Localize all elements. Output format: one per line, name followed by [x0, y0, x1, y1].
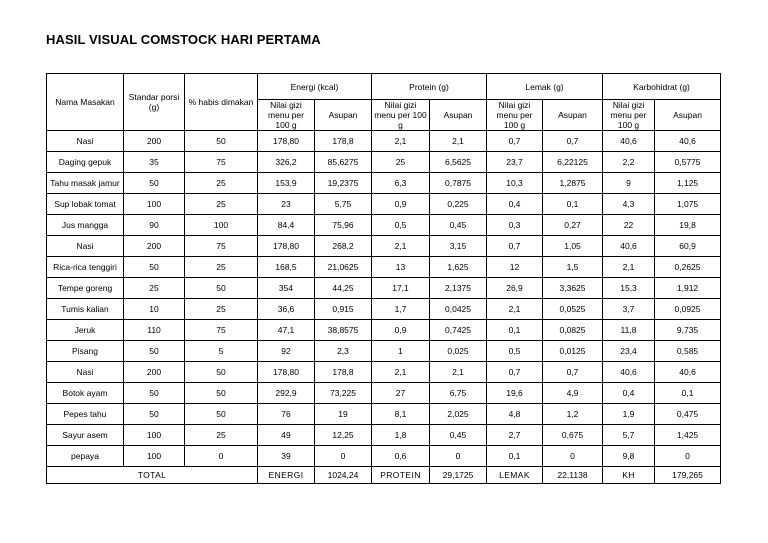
cell-energi-asupan: 2,3: [315, 341, 372, 362]
cell-protein-nilai: 0,9: [372, 320, 430, 341]
cell-karbo-asupan: 1,912: [655, 278, 721, 299]
cell-karbo-asupan: 9,735: [655, 320, 721, 341]
cell-lemak-asupan: 6,22125: [543, 152, 603, 173]
cell-standar: 100: [124, 194, 185, 215]
cell-protein-asupan: 2,025: [430, 404, 487, 425]
cell-nama: Jus mangga: [47, 215, 124, 236]
cell-standar: 200: [124, 131, 185, 152]
cell-energi-nilai: 178,80: [258, 131, 315, 152]
cell-energi-asupan: 5,75: [315, 194, 372, 215]
cell-energi-nilai: 178,80: [258, 236, 315, 257]
cell-protein-asupan: 6,75: [430, 383, 487, 404]
cell-protein-asupan: 0,7875: [430, 173, 487, 194]
cell-protein-nilai: 0,5: [372, 215, 430, 236]
table-row: [47, 194, 721, 215]
subcol-energi-nilai: Nilai gizi menu per 100 g: [258, 100, 315, 131]
cell-energi-asupan: 38,8575: [315, 320, 372, 341]
cell-lemak-nilai: 26,9: [487, 278, 543, 299]
cell-protein-asupan: 2,1375: [430, 278, 487, 299]
table-row: [47, 257, 721, 278]
cell-habis: 25: [185, 425, 258, 446]
cell-protein-asupan: 2,1: [430, 362, 487, 383]
col-habis-dimakan: % habis dimakan: [185, 74, 258, 131]
cell-karbo-nilai: 11,8: [603, 320, 655, 341]
cell-lemak-asupan: 1,2: [543, 404, 603, 425]
table-row: [47, 425, 721, 446]
cell-karbo-nilai: 1,9: [603, 404, 655, 425]
cell-nama: Jeruk: [47, 320, 124, 341]
cell-lemak-nilai: 2,7: [487, 425, 543, 446]
table-row: [47, 404, 721, 425]
cell-energi-nilai: 84,4: [258, 215, 315, 236]
cell-karbo-nilai: 0,4: [603, 383, 655, 404]
cell-karbo-asupan: 0,1: [655, 383, 721, 404]
cell-energi-asupan: 85,6275: [315, 152, 372, 173]
cell-energi-nilai: 47,1: [258, 320, 315, 341]
cell-lemak-nilai: 0,7: [487, 131, 543, 152]
cell-nama: Nasi: [47, 131, 124, 152]
cell-habis: 50: [185, 278, 258, 299]
cell-lemak-asupan: 0,7: [543, 131, 603, 152]
cell-energi-asupan: 44,25: [315, 278, 372, 299]
table-row: [47, 215, 721, 236]
table-row: [47, 278, 721, 299]
cell-energi-nilai: 76: [258, 404, 315, 425]
cell-energi-nilai: 178,80: [258, 362, 315, 383]
cell-karbo-asupan: 40,6: [655, 131, 721, 152]
cell-lemak-asupan: 4,9: [543, 383, 603, 404]
cell-lemak-asupan: 0,1: [543, 194, 603, 215]
cell-protein-nilai: 6,3: [372, 173, 430, 194]
cell-lemak-asupan: 1,05: [543, 236, 603, 257]
cell-habis: 0: [185, 446, 258, 467]
cell-habis: 5: [185, 341, 258, 362]
cell-nama: Sayur asem: [47, 425, 124, 446]
cell-nama: Tahu masak jamur: [47, 173, 124, 194]
cell-habis: 50: [185, 404, 258, 425]
cell-habis: 25: [185, 194, 258, 215]
cell-protein-asupan: 2,1: [430, 131, 487, 152]
col-lemak: Lemak (g): [487, 74, 603, 100]
total-kh-label: KH: [603, 467, 655, 484]
cell-protein-nilai: 0,6: [372, 446, 430, 467]
cell-karbo-asupan: 0,475: [655, 404, 721, 425]
cell-protein-nilai: 25: [372, 152, 430, 173]
total-protein-value: 29,1725: [430, 467, 487, 484]
cell-lemak-nilai: 2,1: [487, 299, 543, 320]
cell-lemak-nilai: 23,7: [487, 152, 543, 173]
cell-karbo-nilai: 15,3: [603, 278, 655, 299]
cell-karbo-nilai: 23,4: [603, 341, 655, 362]
cell-lemak-asupan: 0,0825: [543, 320, 603, 341]
table-row: [47, 383, 721, 404]
cell-lemak-asupan: 1,2875: [543, 173, 603, 194]
cell-karbo-asupan: 60,9: [655, 236, 721, 257]
cell-lemak-nilai: 0,7: [487, 362, 543, 383]
cell-energi-asupan: 19,2375: [315, 173, 372, 194]
cell-lemak-nilai: 0,4: [487, 194, 543, 215]
table-row: [47, 173, 721, 194]
subcol-protein-asupan: Asupan: [430, 100, 487, 131]
cell-energi-asupan: 21,0625: [315, 257, 372, 278]
cell-protein-asupan: 0,0425: [430, 299, 487, 320]
cell-lemak-nilai: 0,1: [487, 320, 543, 341]
cell-standar: 50: [124, 173, 185, 194]
cell-lemak-asupan: 0,7: [543, 362, 603, 383]
total-label: TOTAL: [47, 467, 258, 484]
cell-protein-asupan: 1,625: [430, 257, 487, 278]
table-row: [47, 362, 721, 383]
cell-habis: 75: [185, 320, 258, 341]
cell-lemak-asupan: 0,0525: [543, 299, 603, 320]
cell-karbo-nilai: 9: [603, 173, 655, 194]
cell-habis: 50: [185, 131, 258, 152]
cell-nama: Nasi: [47, 236, 124, 257]
cell-protein-nilai: 1,7: [372, 299, 430, 320]
cell-standar: 50: [124, 341, 185, 362]
total-protein-label: PROTEIN: [372, 467, 430, 484]
cell-karbo-asupan: 0,2625: [655, 257, 721, 278]
subcol-lemak-nilai: Nilai gizi menu per 100 g: [487, 100, 543, 131]
total-kh-value: 179,265: [655, 467, 721, 484]
cell-nama: Pisang: [47, 341, 124, 362]
cell-energi-asupan: 12,25: [315, 425, 372, 446]
table-header: [47, 74, 721, 131]
cell-habis: 50: [185, 383, 258, 404]
cell-lemak-asupan: 0,27: [543, 215, 603, 236]
cell-energi-nilai: 168,5: [258, 257, 315, 278]
total-lemak-label: LEMAK: [487, 467, 543, 484]
table-row: [47, 446, 721, 467]
table-row: [47, 236, 721, 257]
cell-standar: 25: [124, 278, 185, 299]
total-energi-value: 1024,24: [315, 467, 372, 484]
cell-habis: 25: [185, 173, 258, 194]
page-title: HASIL VISUAL COMSTOCK HARI PERTAMA: [46, 32, 321, 47]
cell-habis: 75: [185, 236, 258, 257]
cell-karbo-asupan: 1,425: [655, 425, 721, 446]
cell-protein-nilai: 17,1: [372, 278, 430, 299]
col-energi: Energi (kcal): [258, 74, 372, 100]
cell-energi-nilai: 153,9: [258, 173, 315, 194]
cell-karbo-nilai: 9,8: [603, 446, 655, 467]
cell-standar: 200: [124, 362, 185, 383]
cell-energi-asupan: 73,225: [315, 383, 372, 404]
cell-habis: 50: [185, 362, 258, 383]
cell-energi-nilai: 292,9: [258, 383, 315, 404]
cell-energi-asupan: 178,8: [315, 362, 372, 383]
cell-lemak-nilai: 0,7: [487, 236, 543, 257]
subcol-lemak-asupan: Asupan: [543, 100, 603, 131]
cell-protein-nilai: 8,1: [372, 404, 430, 425]
cell-karbo-asupan: 0,0925: [655, 299, 721, 320]
cell-nama: Pepes tahu: [47, 404, 124, 425]
table-body: [47, 131, 721, 467]
cell-lemak-nilai: 12: [487, 257, 543, 278]
cell-karbo-nilai: 3,7: [603, 299, 655, 320]
cell-energi-nilai: 92: [258, 341, 315, 362]
cell-karbo-asupan: 0,585: [655, 341, 721, 362]
cell-karbo-nilai: 2,1: [603, 257, 655, 278]
cell-karbo-nilai: 5,7: [603, 425, 655, 446]
cell-lemak-asupan: 0,675: [543, 425, 603, 446]
cell-standar: 200: [124, 236, 185, 257]
table-row: [47, 299, 721, 320]
cell-karbo-nilai: 2,2: [603, 152, 655, 173]
cell-energi-nilai: 23: [258, 194, 315, 215]
cell-habis: 75: [185, 152, 258, 173]
cell-energi-nilai: 354: [258, 278, 315, 299]
cell-protein-nilai: 13: [372, 257, 430, 278]
cell-karbo-asupan: 0,5775: [655, 152, 721, 173]
cell-energi-nilai: 326,2: [258, 152, 315, 173]
subcol-karbo-asupan: Asupan: [655, 100, 721, 131]
cell-protein-nilai: 2,1: [372, 236, 430, 257]
cell-karbo-nilai: 4,3: [603, 194, 655, 215]
cell-karbo-asupan: 40,6: [655, 362, 721, 383]
cell-karbo-nilai: 40,6: [603, 236, 655, 257]
cell-nama: pepaya: [47, 446, 124, 467]
cell-lemak-asupan: 3,3625: [543, 278, 603, 299]
cell-karbo-nilai: 40,6: [603, 131, 655, 152]
cell-karbo-nilai: 22: [603, 215, 655, 236]
cell-nama: Sup lobak tomat: [47, 194, 124, 215]
col-standar-porsi: Standar porsi (g): [124, 74, 185, 131]
cell-protein-asupan: 0: [430, 446, 487, 467]
col-karbohidrat: Karbohidrat (g): [603, 74, 721, 100]
cell-lemak-nilai: 0,1: [487, 446, 543, 467]
total-energi-label: ENERGI: [258, 467, 315, 484]
cell-karbo-asupan: 1,075: [655, 194, 721, 215]
cell-nama: Nasi: [47, 362, 124, 383]
cell-protein-nilai: 1,8: [372, 425, 430, 446]
cell-habis: 100: [185, 215, 258, 236]
cell-lemak-asupan: 0,0125: [543, 341, 603, 362]
cell-lemak-asupan: 1,5: [543, 257, 603, 278]
cell-energi-nilai: 36,6: [258, 299, 315, 320]
cell-energi-asupan: 0: [315, 446, 372, 467]
cell-protein-asupan: 0,45: [430, 215, 487, 236]
cell-protein-asupan: 6,5625: [430, 152, 487, 173]
col-protein: Protein (g): [372, 74, 487, 100]
cell-standar: 10: [124, 299, 185, 320]
cell-karbo-asupan: 19,8: [655, 215, 721, 236]
cell-lemak-nilai: 0,3: [487, 215, 543, 236]
cell-protein-asupan: 3,15: [430, 236, 487, 257]
cell-nama: Rica-rica tenggiri: [47, 257, 124, 278]
cell-nama: Tumis kalian: [47, 299, 124, 320]
cell-standar: 100: [124, 446, 185, 467]
cell-protein-asupan: 0,45: [430, 425, 487, 446]
total-row: [47, 467, 721, 484]
cell-lemak-nilai: 4,8: [487, 404, 543, 425]
cell-protein-nilai: 0,9: [372, 194, 430, 215]
cell-standar: 50: [124, 257, 185, 278]
subcol-protein-nilai: Nilai gizi menu per 100 g: [372, 100, 430, 131]
cell-protein-nilai: 2,1: [372, 362, 430, 383]
cell-lemak-nilai: 0,5: [487, 341, 543, 362]
col-nama-masakan: Nama Masakan: [47, 74, 124, 131]
total-lemak-value: 22,1138: [543, 467, 603, 484]
cell-lemak-asupan: 0: [543, 446, 603, 467]
subcol-energi-asupan: Asupan: [315, 100, 372, 131]
cell-standar: 35: [124, 152, 185, 173]
cell-protein-asupan: 0,225: [430, 194, 487, 215]
table-row: [47, 320, 721, 341]
cell-standar: 50: [124, 383, 185, 404]
table-row: [47, 131, 721, 152]
cell-protein-asupan: 0,025: [430, 341, 487, 362]
cell-karbo-nilai: 40,6: [603, 362, 655, 383]
cell-protein-nilai: 2,1: [372, 131, 430, 152]
cell-nama: Botok ayam: [47, 383, 124, 404]
subcol-karbo-nilai: Nilai gizi menu per 100 g: [603, 100, 655, 131]
cell-energi-asupan: 19: [315, 404, 372, 425]
cell-protein-asupan: 0,7425: [430, 320, 487, 341]
cell-habis: 25: [185, 299, 258, 320]
cell-standar: 100: [124, 425, 185, 446]
cell-lemak-nilai: 19,6: [487, 383, 543, 404]
cell-protein-nilai: 27: [372, 383, 430, 404]
cell-nama: Tempe goreng: [47, 278, 124, 299]
cell-standar: 110: [124, 320, 185, 341]
cell-energi-nilai: 39: [258, 446, 315, 467]
cell-energi-asupan: 0,915: [315, 299, 372, 320]
cell-karbo-asupan: 0: [655, 446, 721, 467]
cell-lemak-nilai: 10,3: [487, 173, 543, 194]
cell-energi-asupan: 178,8: [315, 131, 372, 152]
cell-nama: Daging gepuk: [47, 152, 124, 173]
cell-energi-asupan: 75,96: [315, 215, 372, 236]
cell-karbo-asupan: 1,125: [655, 173, 721, 194]
cell-standar: 90: [124, 215, 185, 236]
cell-protein-nilai: 1: [372, 341, 430, 362]
cell-habis: 25: [185, 257, 258, 278]
nutrition-table: [46, 73, 721, 484]
cell-standar: 50: [124, 404, 185, 425]
cell-energi-asupan: 268,2: [315, 236, 372, 257]
table-row: [47, 341, 721, 362]
cell-energi-nilai: 49: [258, 425, 315, 446]
table-row: [47, 152, 721, 173]
